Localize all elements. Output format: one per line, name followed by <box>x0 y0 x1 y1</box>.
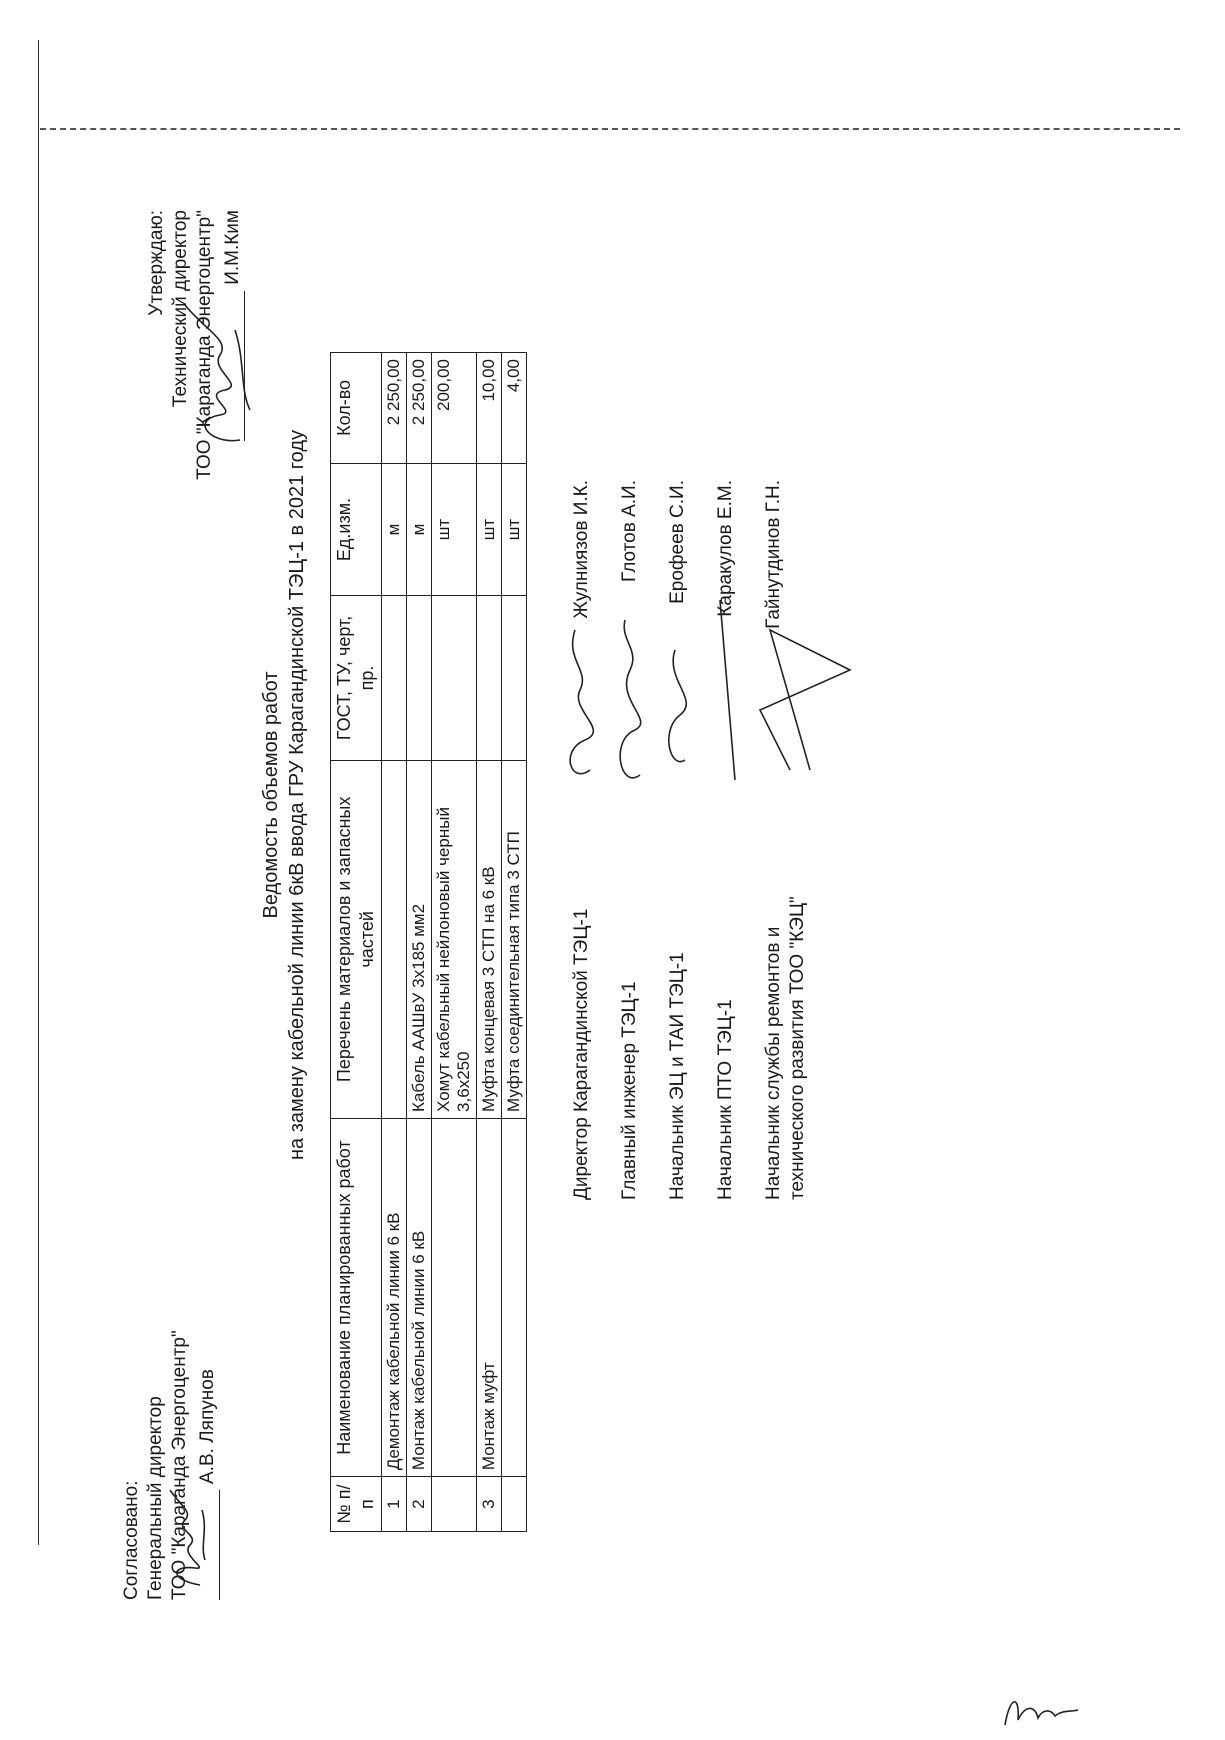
signer-name: Жулниязов И.К. <box>571 480 592 619</box>
document-title <box>258 330 310 1260</box>
cell-qty: 2 250,00 <box>407 353 432 464</box>
signer-name: Глотов А.И. <box>619 480 640 582</box>
signer-name: Каракулов Е.М. <box>715 480 736 617</box>
header-materials: Перечень материалов и запасных частей <box>331 760 382 1118</box>
agreed-signature <box>160 1480 220 1590</box>
table-row <box>502 353 527 1532</box>
cell-work <box>432 1118 477 1476</box>
signer-row <box>618 480 642 1200</box>
signer-row <box>570 480 594 1200</box>
signer-name: Ерофеев С.И. <box>667 480 688 604</box>
cell-unit: шт <box>432 463 477 595</box>
title-line-1: Ведомость объемов работ <box>260 671 282 919</box>
cell-work: Демонтаж кабельной линии 6 кВ <box>382 1118 407 1476</box>
signer-title: Директор Карагандинской ТЭЦ-1 <box>571 908 592 1200</box>
header-work: Наименование планированных работ <box>331 1118 382 1476</box>
cell-work: Монтаж кабельной линии 6 кВ <box>407 1118 432 1476</box>
cell-gost <box>477 596 502 761</box>
works-table <box>330 352 527 1532</box>
header-no: № п/п <box>331 1477 382 1532</box>
corner-initials <box>1000 1690 1080 1730</box>
signer-title: Начальник службы ремонтов и технического развития ТОО "КЭЦ" <box>763 896 808 1200</box>
signers-list <box>570 480 834 1200</box>
approved-org: ТОО "Караганда Энергоцентр" <box>194 210 215 480</box>
cell-gost <box>432 596 477 761</box>
cell-material: Кабель ААШвУ 3х185 мм2 <box>407 760 432 1118</box>
header-qty: Кол-во <box>331 353 382 464</box>
cell-no: 3 <box>477 1477 502 1532</box>
signer-row <box>714 480 738 1200</box>
cell-no: 1 <box>382 1477 407 1532</box>
cell-no <box>432 1477 477 1532</box>
signer-title: Начальник ПТО ТЭЦ-1 <box>715 999 736 1200</box>
cell-unit: шт <box>502 463 527 595</box>
cell-work: Монтаж муфт <box>477 1118 502 1476</box>
cell-material: Муфта концевая 3 СТП на 6 кВ <box>477 760 502 1118</box>
cell-qty: 10,00 <box>477 353 502 464</box>
agreed-label: Согласовано: <box>121 1480 142 1600</box>
cell-no <box>502 1477 527 1532</box>
cell-material: Хомут кабельный нейлоновый черный 3,6х250 <box>432 760 477 1118</box>
cell-unit: шт <box>477 463 502 595</box>
agreed-org: ТОО "Караганда Энергоцентр" <box>169 1330 190 1600</box>
cell-gost <box>407 596 432 761</box>
approved-label: Утверждаю: <box>146 210 167 316</box>
signer-row <box>762 480 810 1200</box>
cell-gost <box>502 596 527 761</box>
signer-name: Гайнутдинов Г.Н. <box>763 480 784 629</box>
cell-no: 2 <box>407 1477 432 1532</box>
cell-unit: м <box>382 463 407 595</box>
cell-qty: 200,00 <box>432 353 477 464</box>
agreed-position: Генеральный директор <box>145 1396 166 1600</box>
table-row <box>477 353 502 1532</box>
table-header-row <box>331 353 382 1532</box>
signer-row <box>666 480 690 1200</box>
table-row <box>407 353 432 1532</box>
signer-title: Начальник ЭЦ и ТАИ ТЭЦ-1 <box>667 952 688 1200</box>
approved-position: Технический директор <box>170 210 191 408</box>
header-gost: ГОСТ, ТУ, черт, пр. <box>331 596 382 761</box>
approved-name: И.М.Ким <box>222 210 243 285</box>
approved-signature <box>180 300 260 450</box>
cell-qty: 2 250,00 <box>382 353 407 464</box>
table-row <box>432 353 477 1532</box>
title-line-2: на замену кабельной линии 6кВ ввода ГРУ Карагандинской ТЭЦ-1 в 2021 году <box>286 430 308 1161</box>
table-row <box>382 353 407 1532</box>
header-unit: Ед.изм. <box>331 463 382 595</box>
cell-unit: м <box>407 463 432 595</box>
cell-work <box>502 1118 527 1476</box>
cell-qty: 4,00 <box>502 353 527 464</box>
agreed-name: А.В. Ляпунов <box>197 1369 218 1484</box>
cell-material <box>382 760 407 1118</box>
cell-gost <box>382 596 407 761</box>
cell-material: Муфта соединительная типа 3 СТП <box>502 760 527 1118</box>
signer-title: Главный инженер ТЭЦ-1 <box>619 981 640 1200</box>
signers-signatures <box>560 590 860 790</box>
